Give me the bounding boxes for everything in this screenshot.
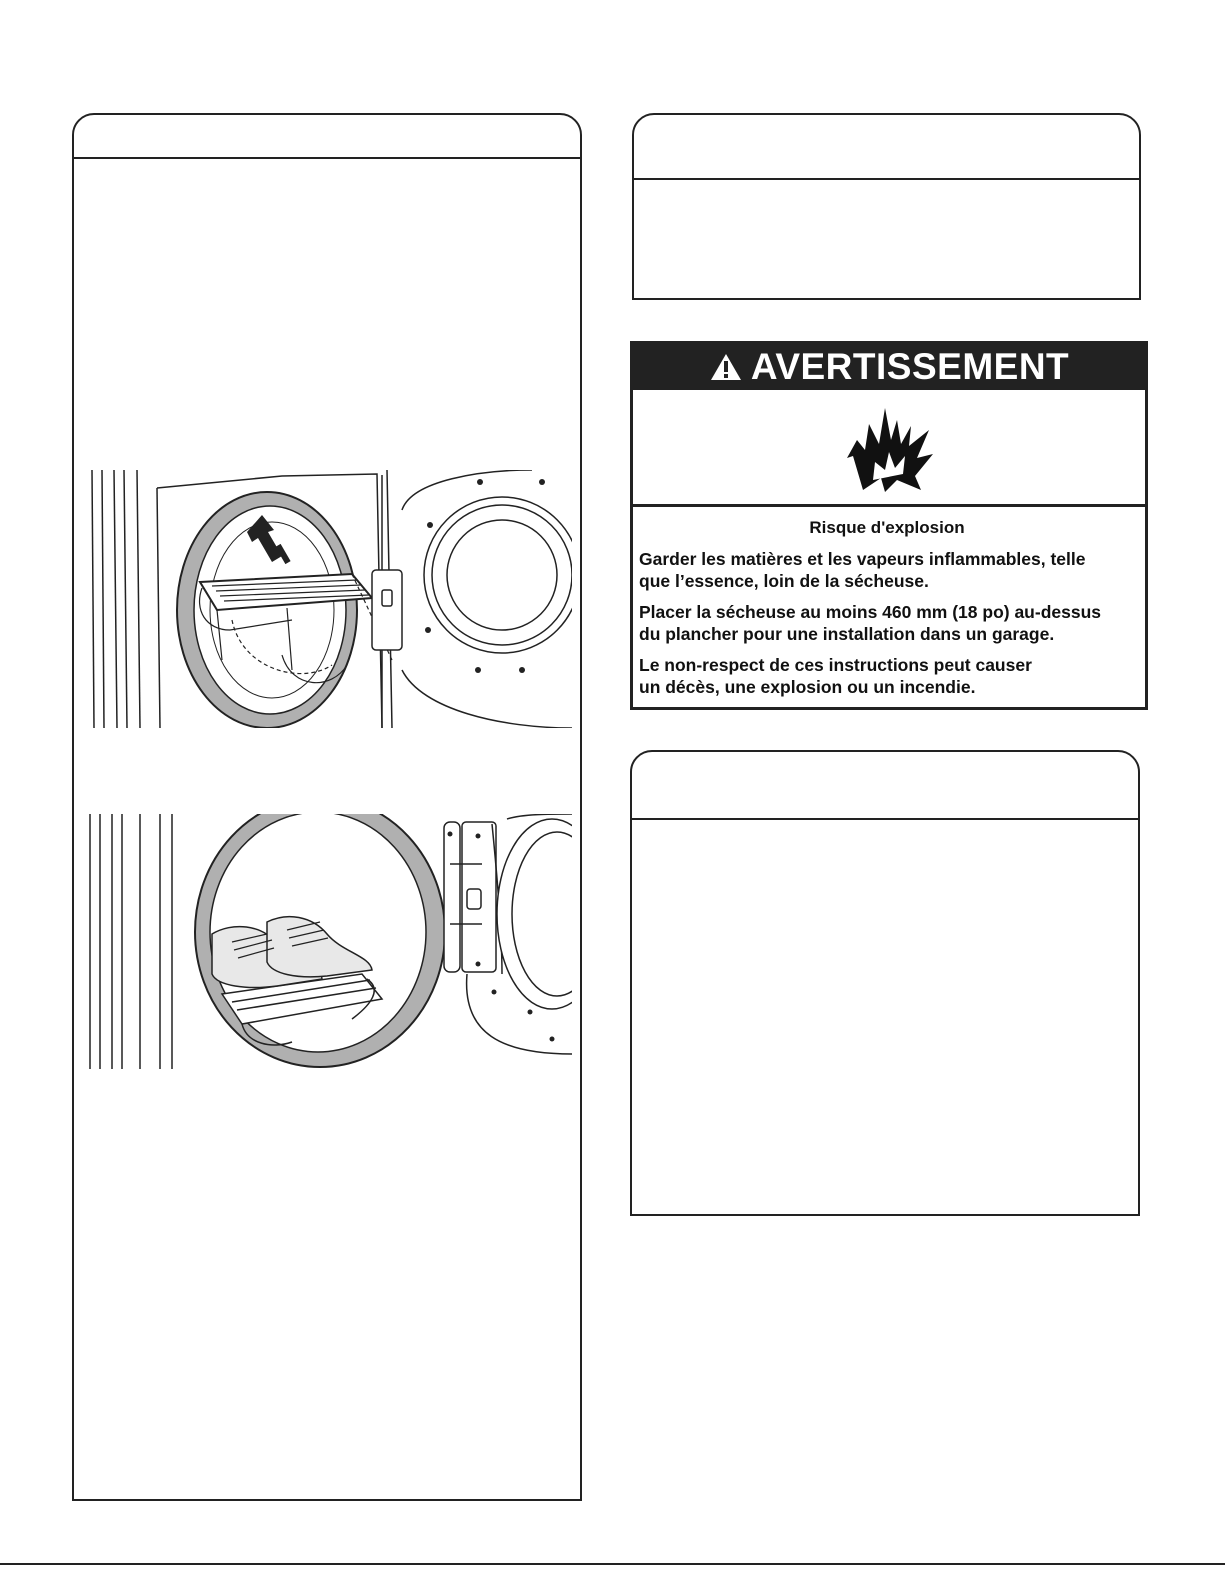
warning-line: Placer la sécheuse au moins 460 mm (18 po) au-dessus bbox=[639, 602, 1102, 622]
dryer-rack-shoes-illustration bbox=[82, 814, 572, 1069]
signal-word: AVERTISSEMENT bbox=[750, 346, 1070, 387]
warning-line: un décès, une explosion ou un incendie. bbox=[639, 677, 976, 697]
hazard-symbol-area bbox=[633, 390, 1145, 507]
alert-triangle-icon bbox=[709, 352, 743, 382]
box-header-divider bbox=[74, 157, 580, 159]
warning-line: du plancher pour une installation dans un garage. bbox=[639, 624, 1055, 644]
instruction-box-top-right bbox=[632, 113, 1141, 300]
warning-statement bbox=[639, 548, 1135, 592]
box-header-divider bbox=[632, 818, 1138, 820]
warning-line: Garder les matières et les vapeurs inflammables, telle bbox=[639, 549, 1086, 569]
warning-line: que l’essence, loin de la sécheuse. bbox=[639, 571, 929, 591]
warning-line: Le non-respect de ces instructions peut causer bbox=[639, 655, 1032, 675]
instruction-box-left bbox=[72, 113, 582, 1501]
hazard-title: Risque d'explosion bbox=[809, 518, 965, 537]
explosion-icon bbox=[845, 400, 935, 492]
warning-header bbox=[633, 344, 1145, 390]
warning-statement bbox=[639, 654, 1135, 698]
box-header-divider bbox=[634, 178, 1139, 180]
dryer-rack-install-illustration bbox=[82, 470, 572, 728]
warning-statement bbox=[639, 601, 1135, 645]
footer-divider bbox=[0, 1563, 1225, 1565]
instruction-box-bottom-right bbox=[630, 750, 1140, 1216]
safety-warning-panel bbox=[630, 341, 1148, 710]
warning-text bbox=[639, 515, 1135, 707]
